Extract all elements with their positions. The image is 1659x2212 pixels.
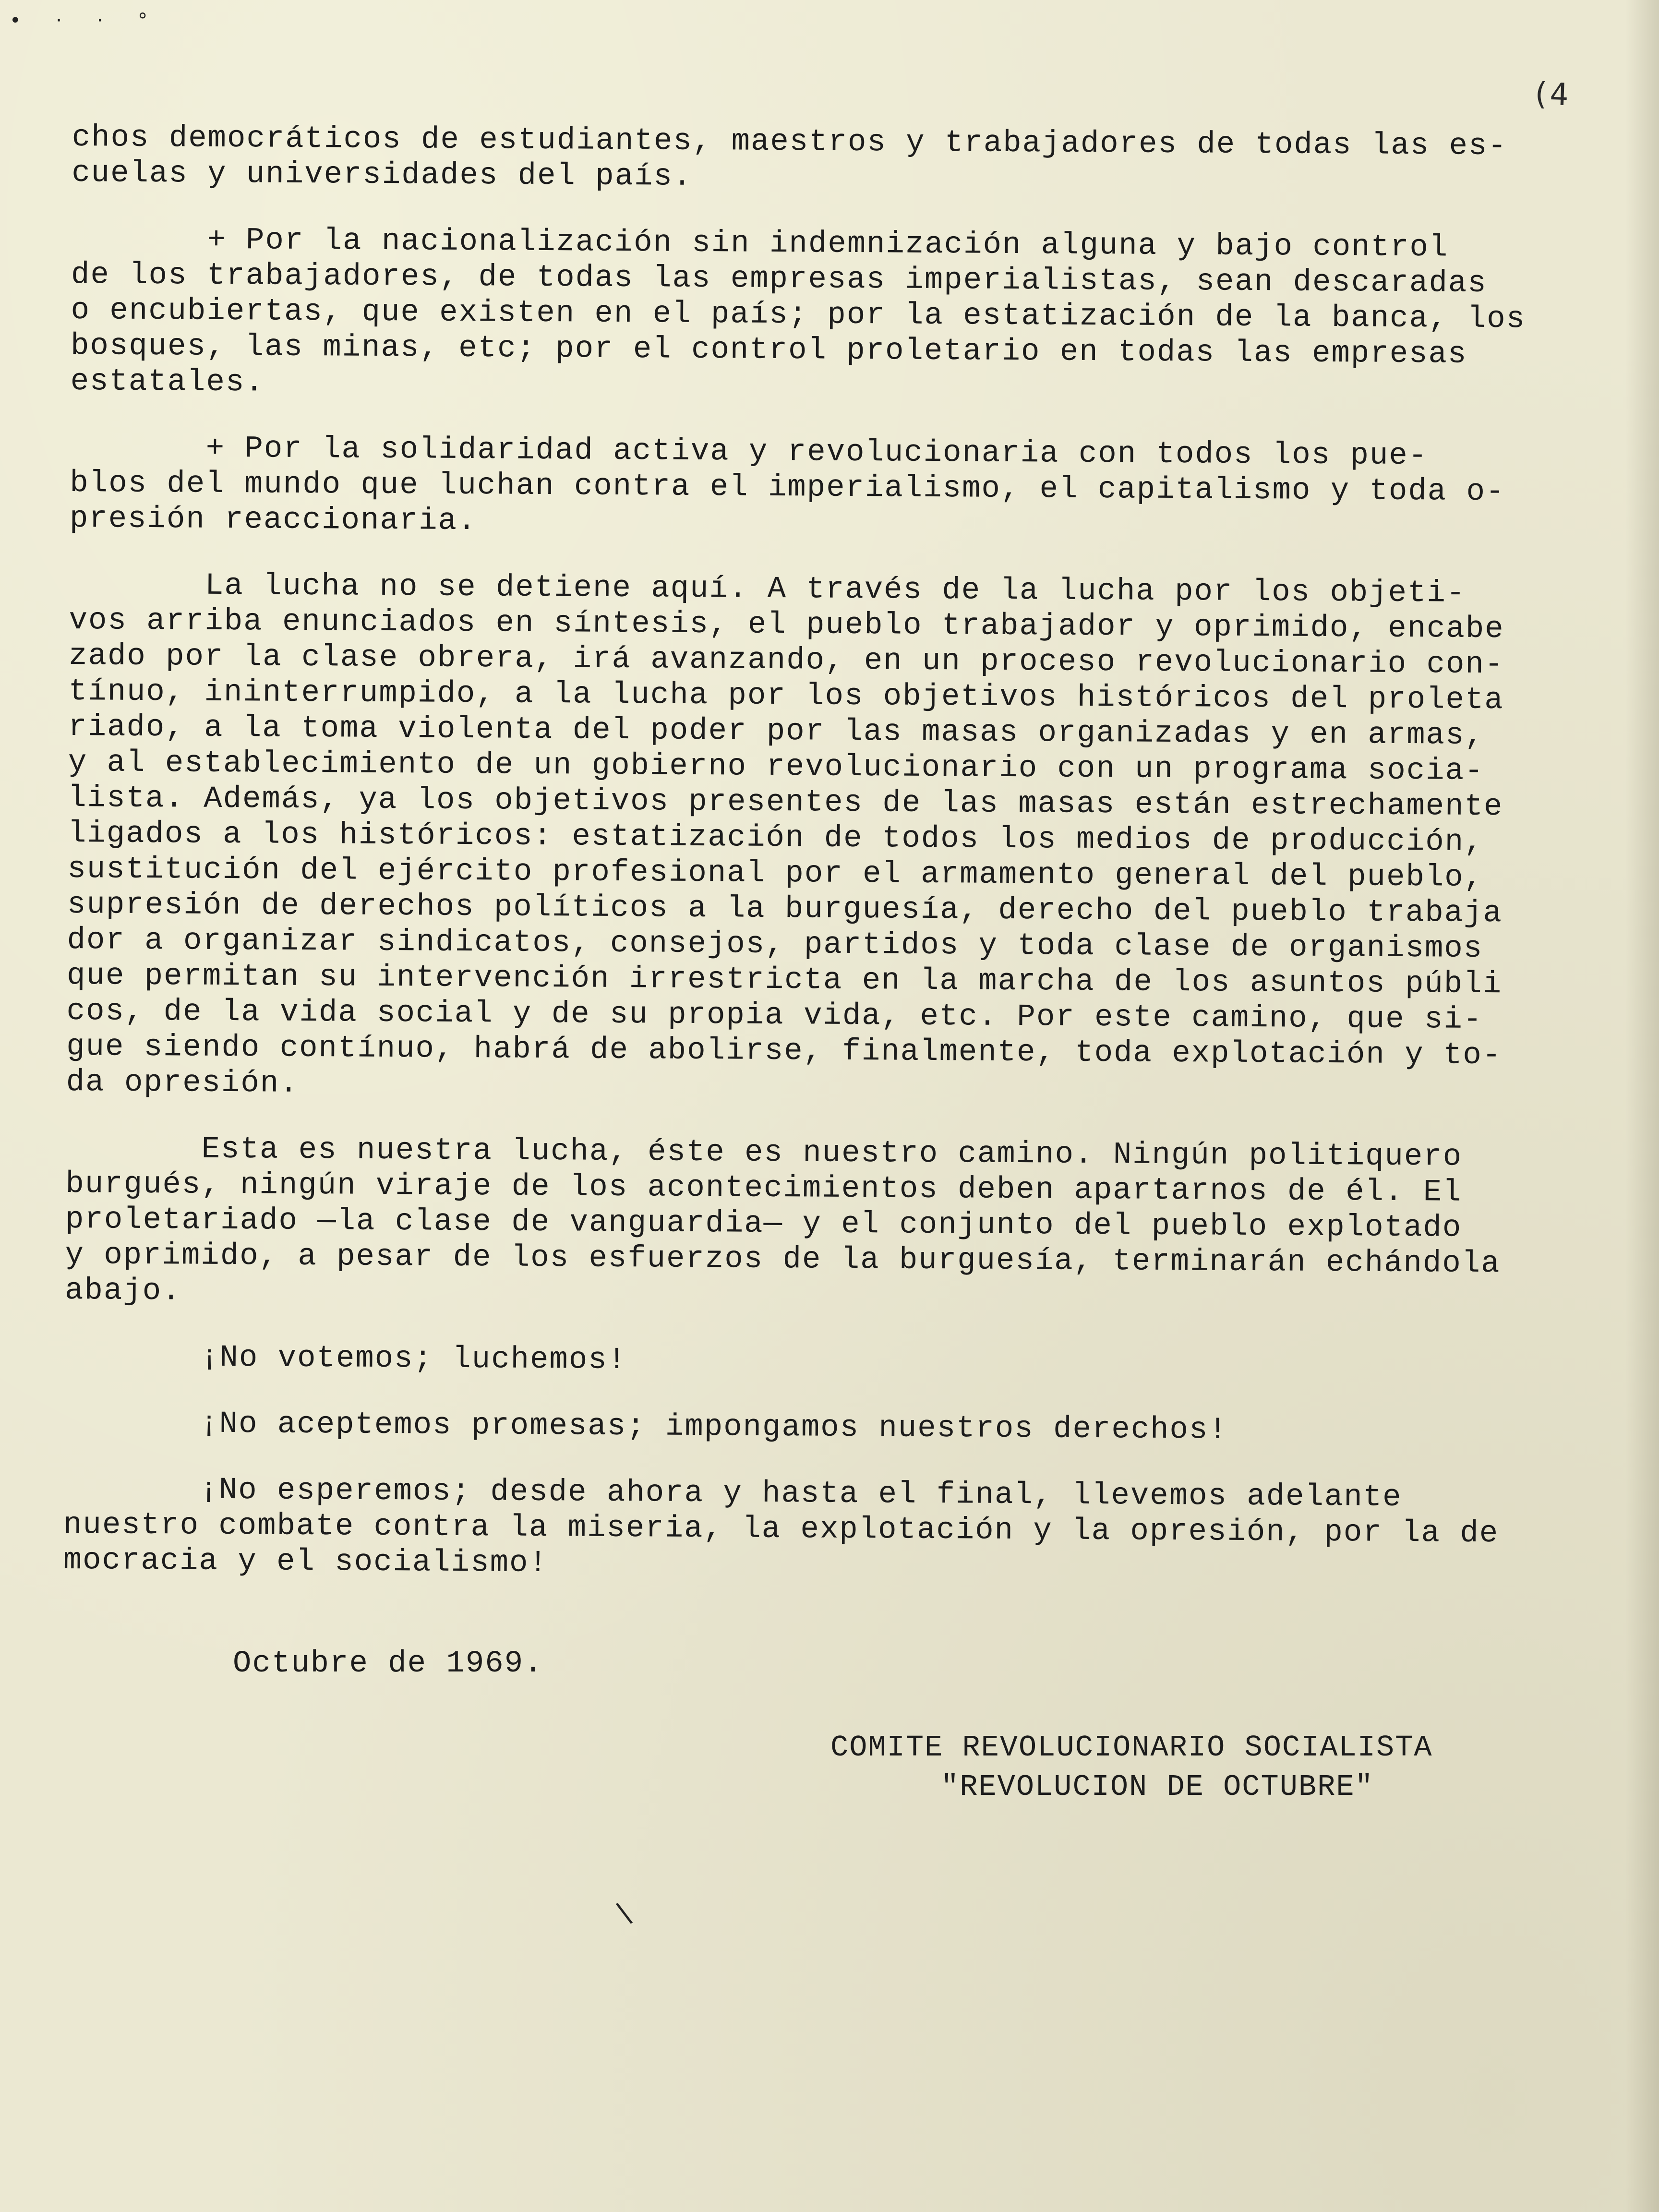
text-line: ligados a los históricos: estatización de todos los medios de producción, — [67, 816, 1484, 860]
text-line: que permitan su intervención irrestricta en la marcha de los asuntos públi — [66, 958, 1503, 1002]
text-line: mocracia y el socialismo! — [63, 1543, 549, 1581]
paragraph-struggle — [66, 567, 1591, 1109]
text-line: proletariado —la clase de vanguardia— y el conjunto del pueblo explotado — [65, 1202, 1462, 1246]
text-line: zado por la clase obrera, irá avanzando, en un proceso revolucionario con- — [68, 638, 1504, 683]
corner-marks: • · · ° — [10, 10, 162, 32]
text-line: y al establecimiento de un gobierno revolucionario con un programa socia- — [68, 745, 1484, 789]
document-date: Octubre de 1969. — [233, 1647, 543, 1681]
signature-organization: COMITE REVOLUCIONARIO SOCIALISTA — [830, 1731, 1433, 1765]
text-line: presión reaccionaria. — [69, 501, 477, 539]
slogan-no-votemos — [64, 1339, 1586, 1384]
text-line: blos del mundo que luchan contra el imperialismo, el capitalismo y toda o- — [70, 466, 1505, 510]
text-line: + Por la nacionalización sin indemnización alguna y bajo control — [71, 222, 1449, 265]
paragraph-rights-continuation — [72, 120, 1594, 200]
text-line: supresión de derechos políticos a la burguesía, derecho del pueblo trabaja — [67, 887, 1503, 931]
text-line: o encubiertas, que existen en el país; por la estatización de la banca, los — [71, 293, 1526, 337]
signature-subtitle: "REVOLUCION DE OCTUBRE" — [941, 1770, 1374, 1804]
text-line: cuelas y universidades del país. — [72, 156, 693, 194]
text-line: dor a organizar sindicatos, consejos, partidos y toda clase de organismos — [67, 923, 1483, 966]
page-number: (4 — [1530, 76, 1569, 113]
slogan-no-aceptemos — [64, 1406, 1586, 1450]
text-line: lista. Además, ya los objetivos presentes de las masas están estrechamente — [68, 781, 1503, 825]
text-line: y oprimido, a pesar de los esfuerzos de la burguesía, terminarán echándola — [65, 1238, 1501, 1282]
text-line: ¡No esperemos; desde ahora y hasta el final, llevemos adelante — [63, 1472, 1402, 1515]
text-line: de los trabajadores, de todas las empresas imperialistas, sean descaradas — [71, 257, 1487, 301]
text-line: bosques, las minas, etc; por el control proletario en todas las empresas — [70, 328, 1467, 372]
document-body — [63, 120, 1594, 1618]
text-line: vos arriba enunciados en síntesis, el pueblo trabajador y oprimido, encabe — [69, 603, 1504, 647]
text-line: tínuo, ininterrumpido, a la lucha por los objetivos históricos del proleta — [68, 674, 1504, 718]
slogan-no-esperemos — [63, 1472, 1585, 1587]
page-edge-shadow — [1625, 0, 1659, 2212]
text-line: riado, a la toma violenta del poder por las masas organizadas y en armas, — [68, 709, 1485, 753]
text-line: chos democráticos de estudiantes, maestros y trabajadores de todas las es- — [72, 120, 1508, 164]
paragraph-our-path — [65, 1131, 1587, 1318]
text-line: estatales. — [70, 364, 264, 400]
paragraph-solidarity — [70, 430, 1592, 546]
text-line: sustitución del ejército profesional por el armamento general del pueblo, — [67, 852, 1484, 895]
text-line: cos, de la vida social y de su propia vida, etc. Por este camino, que si- — [66, 994, 1483, 1037]
paragraph-nationalization — [70, 222, 1593, 409]
text-line: ¡No votemos; luchemos! — [64, 1339, 627, 1378]
stray-pen-mark: \ — [613, 1895, 635, 1931]
text-line: ¡No aceptemos promesas; impongamos nuestros derechos! — [64, 1406, 1228, 1448]
text-line: La lucha no se detiene aquí. A través de la lucha por los objeti- — [69, 567, 1466, 611]
signature-block — [830, 1728, 1433, 1807]
text-line: Esta es nuestra lucha, éste es nuestro camino. Ningún politiquero — [65, 1131, 1463, 1175]
text-line: + Por la solidaridad activa y revolucionaria con todos los pue- — [70, 430, 1428, 474]
text-line: abajo. — [64, 1273, 181, 1309]
text-line: da opresión. — [66, 1065, 299, 1101]
text-line: gue siendo contínuo, habrá de abolirse, finalmente, toda explotación y to- — [66, 1029, 1502, 1073]
text-line: nuestro combate contra la miseria, la explotación y la opresión, por la de — [63, 1507, 1499, 1551]
text-line: burgués, ningún viraje de los acontecimientos deben apartarnos de él. El — [65, 1166, 1462, 1210]
